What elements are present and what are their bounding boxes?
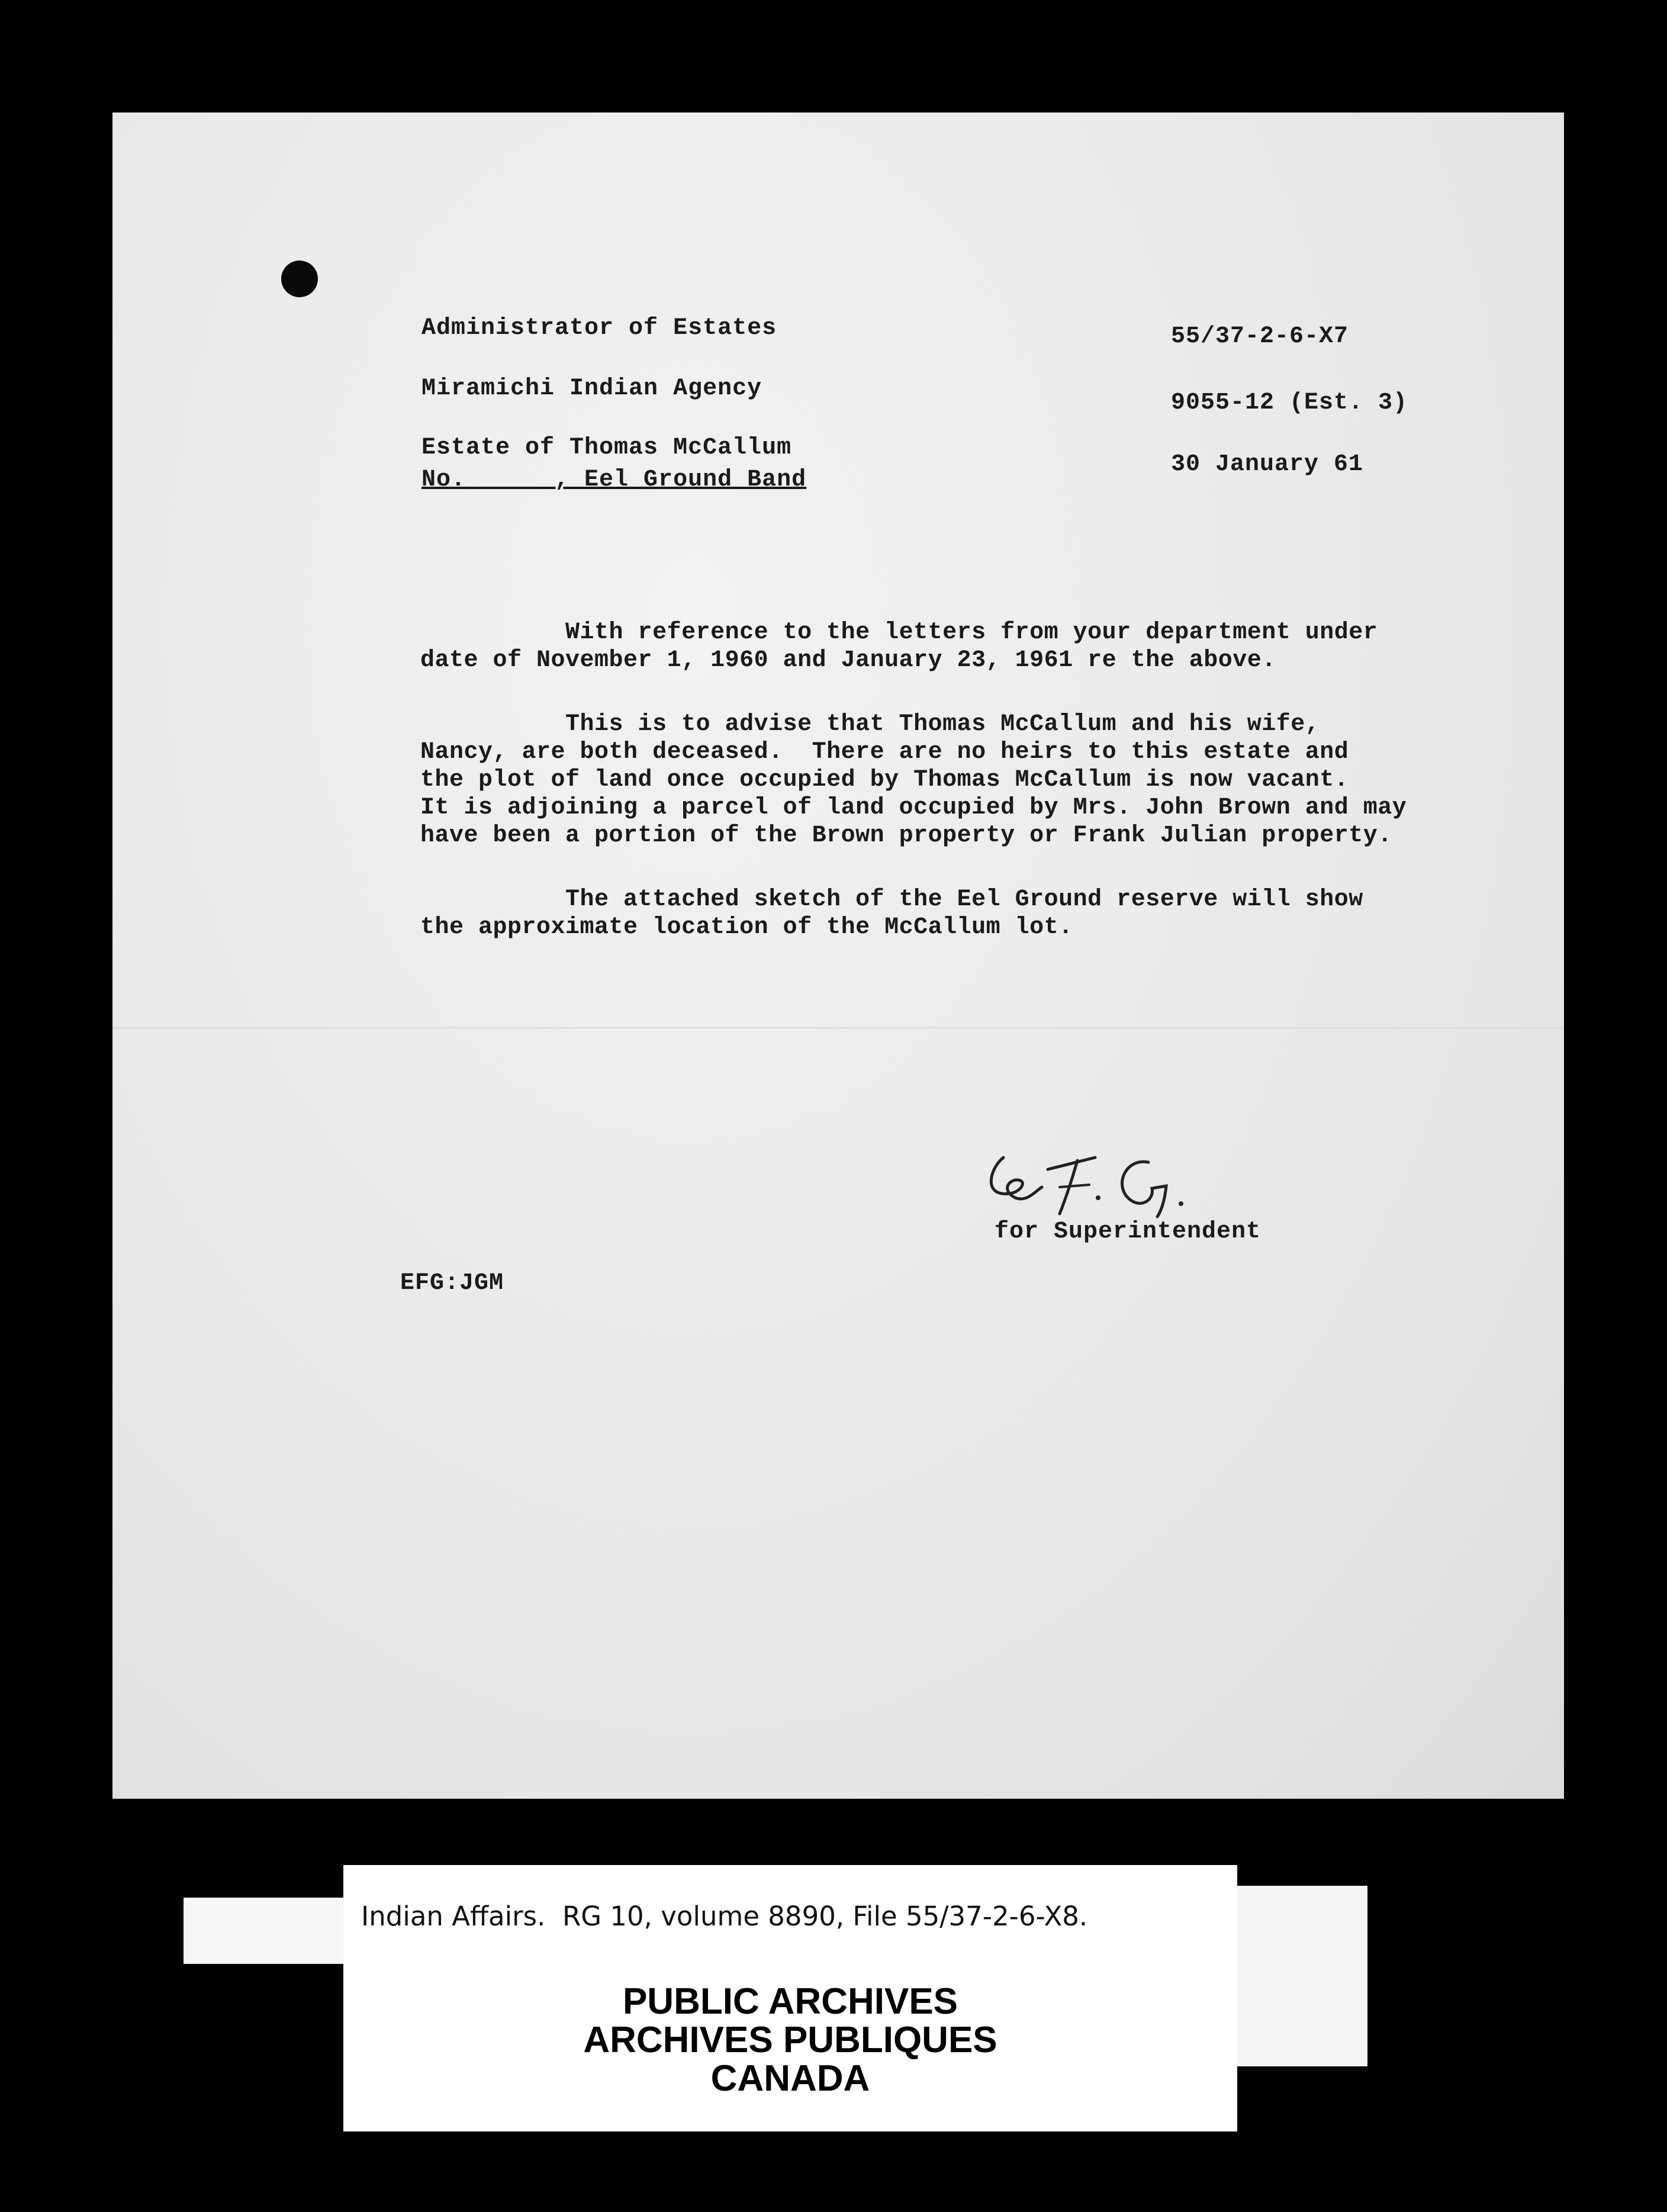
reference-number: 9055-12 (Est. 3) xyxy=(1171,390,1408,416)
archive-file-reference: Indian Affairs. RG 10, volume 8890, File 55/37-2-6-X8. xyxy=(361,1901,1088,1932)
signature-line: for Superintendent xyxy=(995,1218,1261,1245)
paragraph-1-line-1: With reference to the letters from your department under xyxy=(420,619,1378,646)
paragraph-2-line-3: the plot of land once occupied by Thomas McCallum is now vacant. xyxy=(420,767,1349,793)
paragraph-2-line-5: have been a portion of the Brown property or Frank Julian property. xyxy=(420,822,1392,849)
typist-reference: EFG:JGM xyxy=(400,1270,504,1297)
paragraph-2-line-2: Nancy, are both deceased. There are no heirs to this estate and xyxy=(420,739,1349,766)
addressee-line: Administrator of Estates xyxy=(421,315,777,342)
archive-label-tab xyxy=(1231,1886,1367,2066)
letter-sheet xyxy=(112,112,1564,1799)
paragraph-1-line-2: date of November 1, 1960 and January 23, 1961 re the above. xyxy=(420,647,1276,674)
paragraph-3-line-1: The attached sketch of the Eel Ground reserve will show xyxy=(420,886,1363,913)
punch-hole xyxy=(281,261,318,297)
stamp-line-3: CANADA xyxy=(710,2058,870,2099)
handwritten-signature xyxy=(977,1134,1202,1223)
letter-date: 30 January 61 xyxy=(1171,451,1364,478)
paragraph-2-line-1: This is to advise that Thomas McCallum and his wife, xyxy=(420,711,1320,738)
estate-line: Estate of Thomas McCallum xyxy=(421,435,792,461)
paragraph-2-line-4: It is adjoining a parcel of land occupied by Mrs. John Brown and may xyxy=(420,795,1407,821)
stamp-line-1: PUBLIC ARCHIVES xyxy=(622,1981,958,2022)
stamp-line-2: ARCHIVES PUBLIQUES xyxy=(583,2020,997,2060)
file-number: 55/37-2-6-X7 xyxy=(1171,323,1349,350)
paragraph-3-line-2: the approximate location of the McCallum lot. xyxy=(420,914,1073,941)
agency-line: Miramichi Indian Agency xyxy=(421,375,762,402)
band-line: No. , Eel Ground Band xyxy=(421,467,807,493)
paper-fold xyxy=(112,1027,1564,1028)
